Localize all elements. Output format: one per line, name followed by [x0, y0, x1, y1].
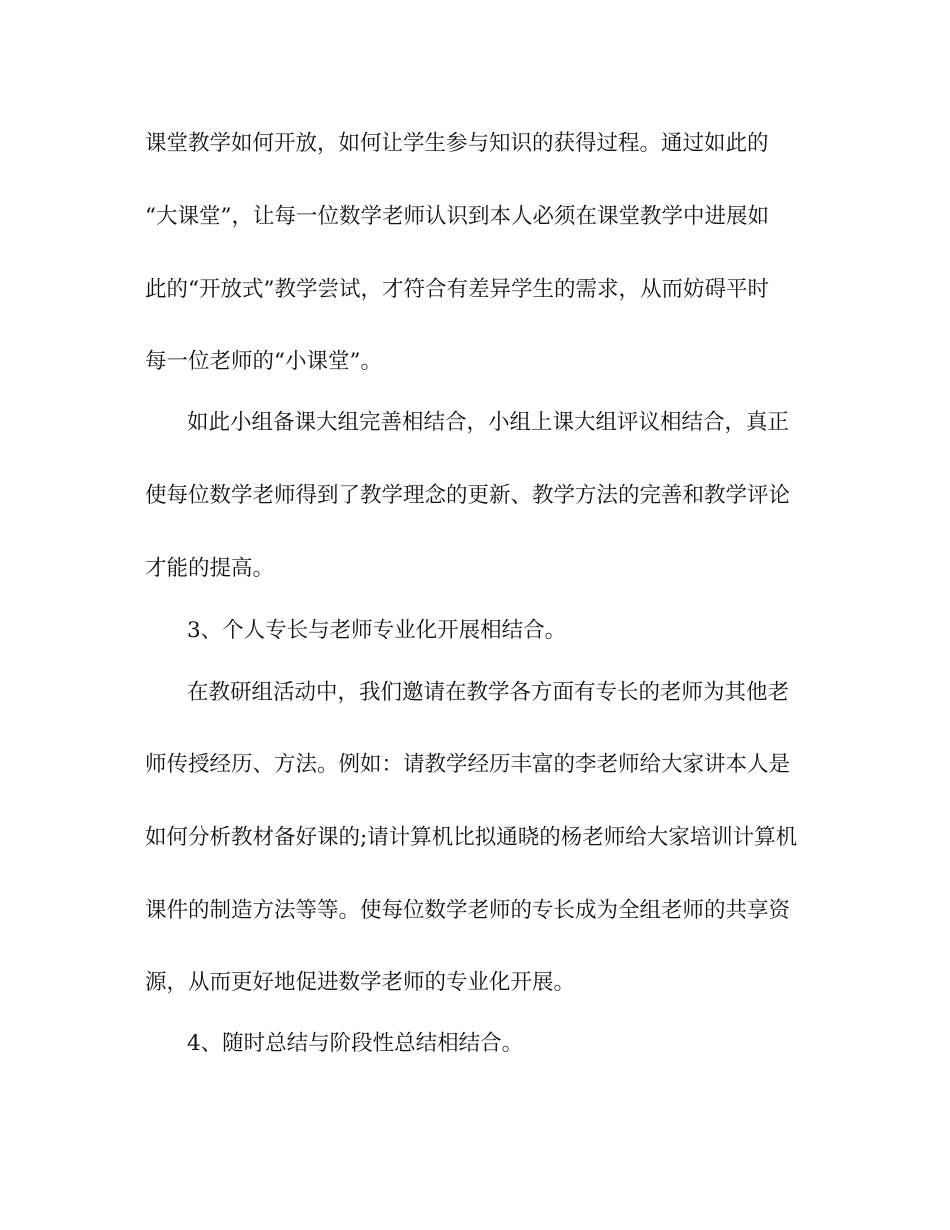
- text-line: 源，从而更好地促进数学老师的专业化开展。: [145, 970, 576, 995]
- paragraph-first-line: 在教研组活动中，我们邀请在教学各方面有专长的老师为其他老: [187, 680, 790, 705]
- text-line: 使每位数学老师得到了教学理念的更新、教学方法的完善和教学评论: [145, 483, 791, 508]
- text-line: 如何分析教材备好课的;请计算机比拟通晓的杨老师给大家培训计算机: [145, 825, 798, 850]
- section-heading: 4、随时总结与阶段性总结相结合。: [187, 1031, 524, 1056]
- text-line: 课件的制造方法等等。使每位数学老师的专长成为全组老师的共享资: [145, 898, 791, 923]
- paragraph-first-line: 如此小组备课大组完善相结合，小组上课大组评议相结合，真正: [187, 410, 790, 435]
- text-line: 课堂教学如何开放，如何让学生参与知识的获得过程。通过如此的: [145, 131, 769, 156]
- text-line: 每一位老师的“小课堂”。: [145, 349, 382, 374]
- text-line: 师传授经历、方法。例如：请教学经历丰富的李老师给大家讲本人是: [145, 752, 791, 777]
- text-line: 此的“开放式”教学尝试，才符合有差异学生的需求，从而妨碍平时: [145, 277, 769, 302]
- text-line: 才能的提高。: [145, 556, 275, 581]
- text-line: “大课堂”，让每一位数学老师认识到本人必须在课堂教学中进展如: [145, 204, 769, 229]
- section-heading: 3、个人专长与老师专业化开展相结合。: [187, 618, 567, 643]
